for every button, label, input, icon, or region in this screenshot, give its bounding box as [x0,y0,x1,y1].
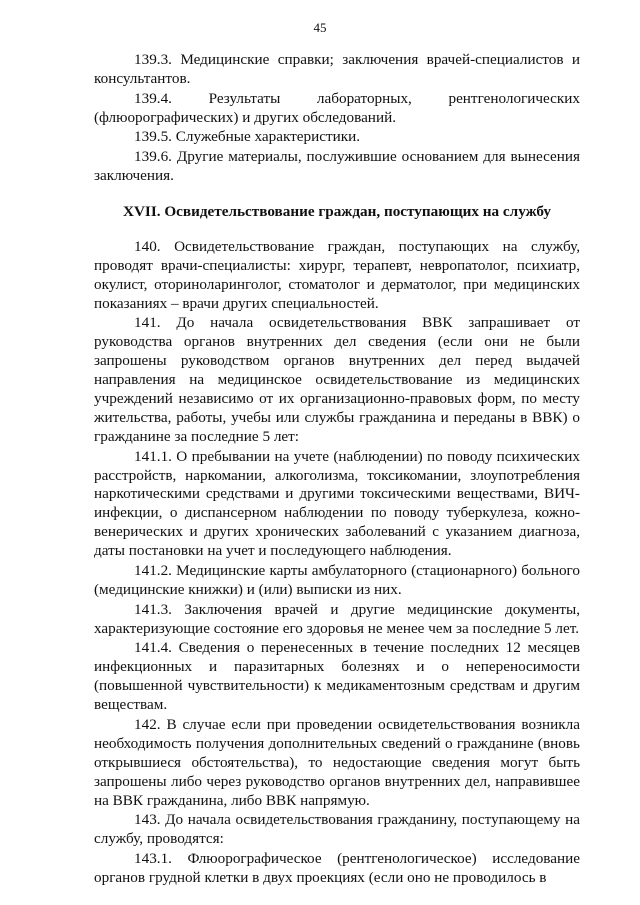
paragraph-139-6: 139.6. Другие материалы, послужившие основанием для вынесения заключения. [94,148,580,185]
paragraph-143-1: 143.1. Флюорографическое (рентгенологическое) исследование органов грудной клетки в двух проекциях (если оно не проводилось в [94,850,580,886]
paragraph-143: 143. До начала освидетельствования гражданину, поступающему на службу, проводятся: [94,811,580,848]
paragraph-141-4: 141.4. Сведения о перенесенных в течение последних 12 месяцев инфекционных и паразитарных болезнях и о непереносимости (повышенной чувствительности) к медикаментозным средствам и другим веществам. [94,639,580,714]
page-number: 45 [313,20,327,35]
page-content [94,51,580,889]
paragraph-139-5: 139.5. Служебные характеристики. [134,128,361,146]
paragraph-140: 140. Освидетельствование граждан, поступающих на службу, проводят врачи-специалисты: хирург, терапевт, невропатолог, психиатр, окулист, оториноларинголог, стоматолог и дерматолог, при медицинских показаниях – врачи других специальностей. [94,237,580,312]
paragraph-142: 142. В случае если при проведении освидетельствования возникла необходимость получения дополнительных сведений о гражданине (вновь открывшиеся обстоятельства), то недостающие сведения могут быть запрошены либо через руководство органов внутренних дел, направившее на ВВК гражданина, либо ВВК напрямую. [94,715,580,809]
paragraph-139-3: 139.3. Медицинские справки; заключения врачей-специалистов и консультантов. [94,51,580,87]
paragraph-139-4: 139.4. Результаты лабораторных, рентгенологических (флюорографических) и других обследований. [94,89,580,126]
paragraph-141-2: 141.2. Медицинские карты амбулаторного (стационарного) больного (медицинские книжки) и (или) выписки из них. [94,562,580,598]
section-heading: XVII. Освидетельствование граждан, поступающих на службу [122,203,552,221]
paragraph-141-1: 141.1. О пребывании на учете (наблюдении) по поводу психических расстройств, наркомании, алкоголизма, токсикомании, злоупотребления наркотическими средствами и другими токсическими веществами, ВИЧ-инфекции, о диспансерном наблюдении по поводу туберкулеза, кожно-венерических и других хронических заболеваний с указанием диагноза, даты постановки на учет и последующего наблюдения. [94,447,580,560]
paragraph-141: 141. До начала освидетельствования ВВК запрашивает от руководства органов внутренних дел сведения (если они не были запрошены руководством органов внутренних дел перед выдачей направления на медицинское освидетельствование из медицинских учреждений независимо от их организационно-правовых форм, по месту жительства, работы, учебы или службы гражданина и переданы в ВВК) о гражданине за последние 5 лет: [94,314,580,445]
paragraph-141-3: 141.3. Заключения врачей и другие медицинские документы, характеризующие состояние его здоровья не менее чем за последние 5 лет. [94,600,580,637]
